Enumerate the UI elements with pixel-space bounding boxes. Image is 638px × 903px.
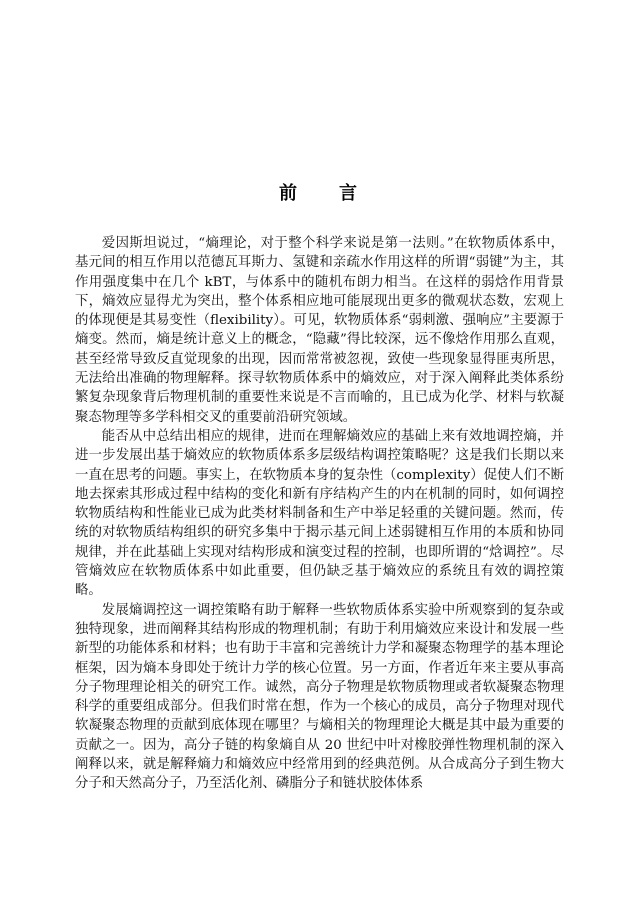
paragraph-3: 发展熵调控这一调控策略有助于解释一些软物质体系实验中所观察到的复杂或独特现象，进而阐释其结构形成的物理机制；有助于利用熵效应来设计和发展一些新型的功能体系和材料；也有助于丰富和完善统计力学和凝聚态物理学的基本理论框架，因为熵本身即处于统计力学的核心位置。另一方面，作者近年来主要从事高分子物理理论相关的研究工作。诚然，高分子物理是软物质物理或者软凝聚态物理科学的重要组成部分。但我们时常在想，作为一个核心的成员，高分子物理对现代软凝聚态物理的贡献到底体现在哪里？与熵相关的物理理论大概是其中最为重要的贡献之一。因为，高分子链的构象熵自从 20 世纪中叶对橡胶弹性物理机制的深入阐释以来，就是解释熵力和熵效应中经常用到的经典范例。从合成高分子到生物大分子和天然高分子，乃至活化剂、磷脂分子和链状胶体体系 (75, 602, 564, 792)
paragraph-1: 爱因斯坦说过，“熵理论，对于整个科学来说是第一法则。”在软物质体系中，基元间的相互作用以范德瓦耳斯力、氢键和亲疏水作用这样的所谓“弱键”为主，其作用强度集中在几个 kBT，与体系中的随机布朗力相当。在这样的弱焓作用背景下，熵效应显得尤为突出，整个体系相应地可能展现出更多的微观状态数，宏观上的体现便是其易变性（flexibility）。可见，软物质体系“弱刺激、强响应”主要源于熵变。然而，熵是统计意义上的概念，“隐藏”得比较深，远不像焓作用那么直观，甚至经常导致反直觉现象的出现，因而常常被忽视，致使一些现象显得匪夷所思，无法给出准确的物理解释。探寻软物质体系中的熵效应，对于深入阐释此类体系纷繁复杂现象背后物理机制的重要性来说是不言而喻的，且已成为化学、材料与软凝聚态物理等多学科相交叉的重要前沿研究领域。 (75, 236, 564, 425)
preface-body (75, 234, 564, 794)
paragraph-2: 能否从中总结出相应的规律，进而在理解熵效应的基础上来有效地调控熵，并进一步发展出基于熵效应的软物质体系多层级结构调控策略呢？这是我们长期以来一直在思考的问题。事实上，在软物质本身的复杂性（complexity）促使人们不断地去探索其形成过程中结构的变化和新有序结构产生的内在机制的同时，如何调控软物质结构和性能业已成为此类材料制备和生产中举足轻重的关键问题。然而，传统的对软物质结构组织的研究多集中于揭示基元间上述弱键相互作用的本质和协同规律，并在此基础上实现对结构形成和演变过程的控制，也即所谓的“焓调控”。尽管熵效应在软物质体系中如此重要，但仍缺乏基于熵效应的系统且有效的调控策略。 (75, 428, 564, 599)
page-title: 前 言 (279, 183, 359, 204)
